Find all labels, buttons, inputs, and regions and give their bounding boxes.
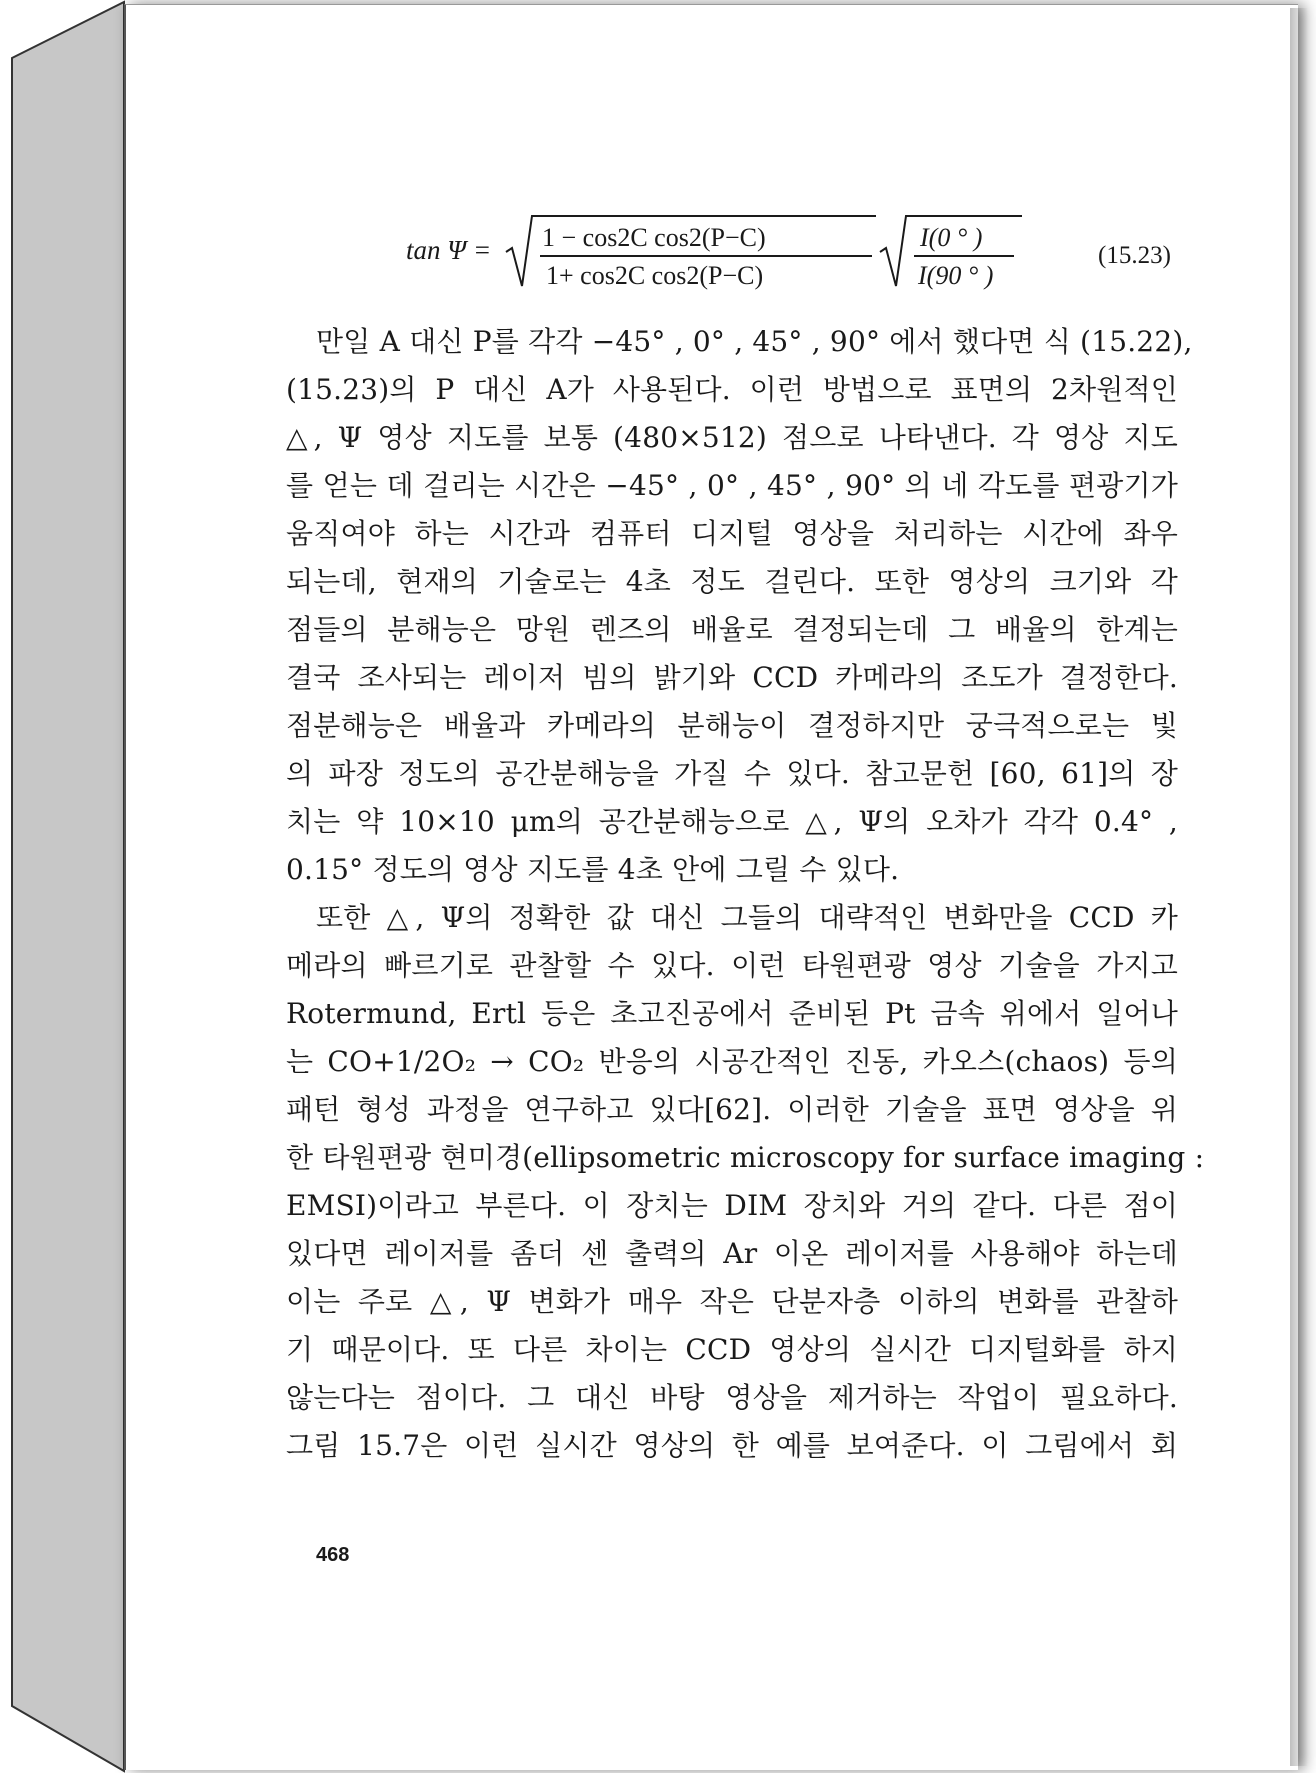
text-line: 메라의 빠르기로 관찰할 수 있다. 이런 타원편광 영상 기술을 가지고 xyxy=(286,949,1178,982)
text-line: 있다면 레이저를 좀더 센 출력의 Ar 이온 레이저를 사용해야 하는데 xyxy=(286,1237,1178,1270)
equation-numerator-1: 1 − cos2C cos2(P−C) xyxy=(542,223,766,252)
equation-numerator-2: I(0 ° ) xyxy=(920,223,983,252)
equation-lhs: tan Ψ = xyxy=(406,235,492,265)
page-number: 468 xyxy=(316,1544,350,1566)
equation-denominator-1: 1+ cos2C cos2(P−C) xyxy=(546,261,764,290)
text-line: 그림 15.7은 이런 실시간 영상의 한 예를 보여준다. 이 그림에서 회 xyxy=(286,1429,1178,1462)
text-line: 점들의 분해능은 망원 렌즈의 배율로 결정되는데 그 배율의 한계는 xyxy=(286,613,1178,646)
equation-15-23 xyxy=(406,212,1186,292)
text-line: 만일 A 대신 P를 각각 −45° , 0° , 45° , 90° 에서 했다면 식 (15.22), xyxy=(316,325,1193,358)
text-line: 또한 △, Ψ의 정확한 값 대신 그들의 대략적인 변화만을 CCD 카 xyxy=(316,901,1178,934)
text-line: EMSI)이라고 부른다. 이 장치는 DIM 장치와 거의 같다. 다른 점이 xyxy=(286,1189,1178,1222)
text-line: 움직여야 하는 시간과 컴퓨터 디지털 영상을 처리하는 시간에 좌우 xyxy=(286,517,1178,550)
equation-denominator-2: I(90 ° ) xyxy=(918,261,994,290)
text-line: 결국 조사되는 레이저 빔의 밝기와 CCD 카메라의 조도가 결정한다. xyxy=(286,661,1178,694)
text-line: △, Ψ 영상 지도를 보통 (480×512) 점으로 나타낸다. 각 영상 지도 xyxy=(286,421,1178,454)
equation-number: (15.23) xyxy=(1098,242,1171,269)
text-line: 기 때문이다. 또 다른 차이는 CCD 영상의 실시간 디지털화를 하지 xyxy=(286,1333,1178,1366)
text-line: 이는 주로 △, Ψ 변화가 매우 작은 단분자층 이하의 변화를 관찰하 xyxy=(286,1285,1178,1318)
body-text xyxy=(286,318,1205,1470)
page-edge-shadow xyxy=(1290,8,1308,1766)
text-line: (15.23)의 P 대신 A가 사용된다. 이런 방법으로 표면의 2차원적인 xyxy=(286,373,1178,406)
text-line: 0.15° 정도의 영상 지도를 4초 안에 그릴 수 있다. xyxy=(286,853,900,886)
text-line: 점분해능은 배율과 카메라의 분해능이 결정하지만 궁극적으로는 빛 xyxy=(286,709,1178,742)
text-line: 는 CO+1/2O₂ → CO₂ 반응의 시공간적인 진동, 카오스(chaos) 등의 xyxy=(286,1045,1178,1078)
text-line: 패턴 형성 과정을 연구하고 있다[62]. 이러한 기술을 표면 영상을 위 xyxy=(286,1093,1178,1126)
text-line: 않는다는 점이다. 그 대신 바탕 영상을 제거하는 작업이 필요하다. xyxy=(286,1381,1178,1414)
text-line: 한 타원편광 현미경(ellipsometric microscopy for surface imaging : xyxy=(286,1141,1205,1174)
text-line: 되는데, 현재의 기술로는 4초 정도 걸린다. 또한 영상의 크기와 각 xyxy=(286,565,1178,598)
text-line: 의 파장 정도의 공간분해능을 가질 수 있다. 참고문헌 [60, 61]의 장 xyxy=(286,757,1178,790)
text-line: 를 얻는 데 걸리는 시간은 −45° , 0° , 45° , 90° 의 네 각도를 편광기가 xyxy=(286,469,1178,502)
text-line: 치는 약 10×10 μm의 공간분해능으로 △, Ψ의 오차가 각각 0.4° , xyxy=(286,805,1178,838)
text-line: Rotermund, Ertl 등은 초고진공에서 준비된 Pt 금속 위에서 일어나 xyxy=(286,997,1178,1030)
